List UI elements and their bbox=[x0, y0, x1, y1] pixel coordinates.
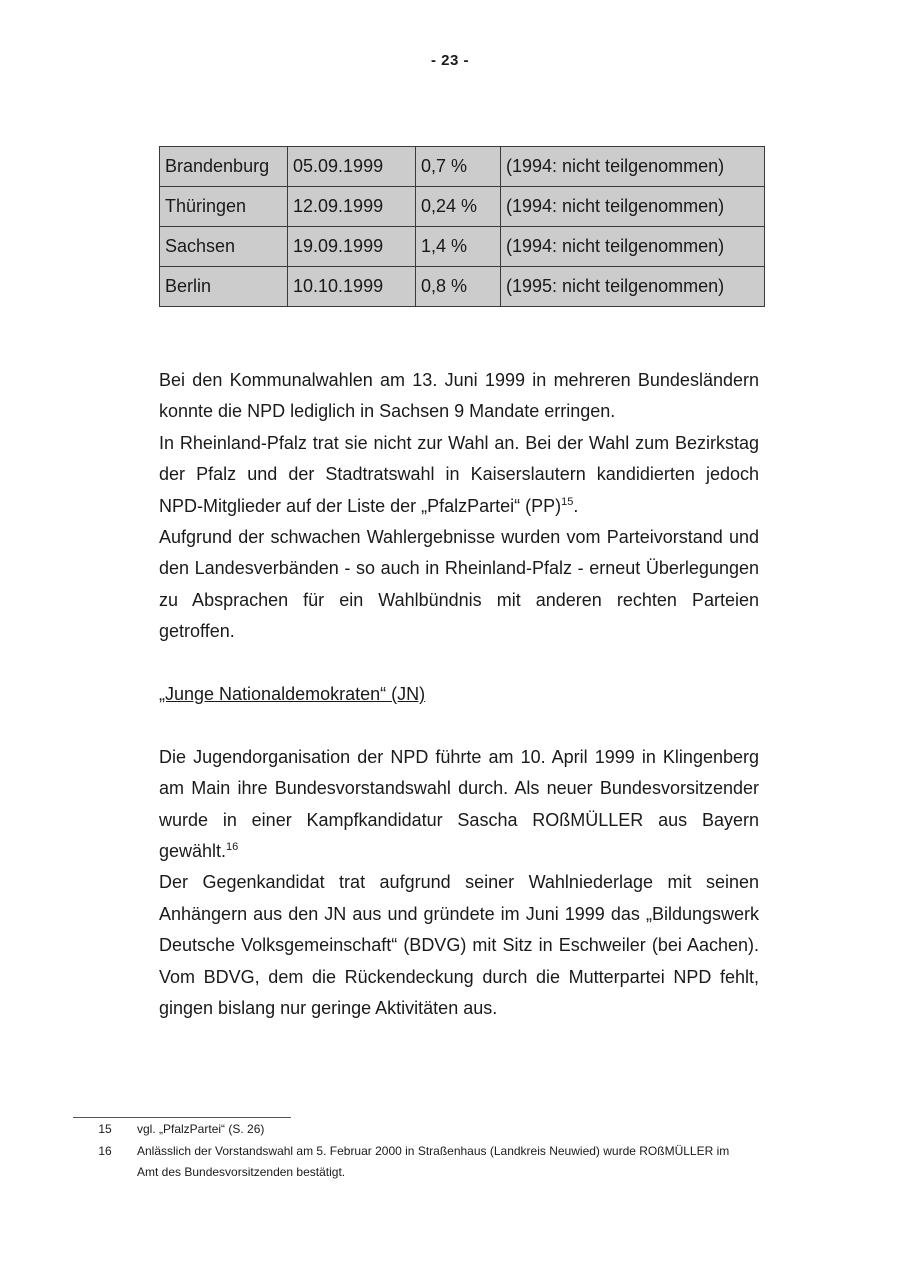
table-cell: 0,8 % bbox=[416, 267, 501, 307]
footnote-number: 15 bbox=[98, 1122, 112, 1136]
table-cell: 12.09.1999 bbox=[288, 187, 416, 227]
table-cell: 19.09.1999 bbox=[288, 227, 416, 267]
page-number: - 23 - bbox=[430, 52, 469, 69]
table-cell: (1995: nicht teilgenommen) bbox=[501, 267, 765, 307]
footnote-ref-16[interactable]: 16 bbox=[226, 841, 239, 854]
paragraph-wahlbuendnis: Aufgrund der schwachen Wahlergebnisse wurden vom Parteivorstand und den Landesverbänden - so auch in Rheinland-Pfalz - erneut Überlegungen zu Absprachen für ein Wahlbündnis mit anderen rechten Parteien getroffen. bbox=[159, 527, 759, 642]
footnote-number: 16 bbox=[98, 1143, 112, 1158]
table-cell: Brandenburg bbox=[160, 147, 288, 187]
table-cell: 10.10.1999 bbox=[288, 267, 416, 307]
footnote bbox=[73, 1119, 753, 1141]
paragraph-rheinland-pfalz bbox=[159, 428, 759, 522]
footnote-ref-15[interactable]: 15 bbox=[561, 495, 574, 508]
table-row bbox=[160, 267, 765, 307]
table-cell: (1994: nicht teilgenommen) bbox=[501, 147, 765, 187]
paragraph-kommunalwahlen: Bei den Kommunalwahlen am 13. Juni 1999 in mehreren Bundesländern konnte die NPD lediglich in Sachsen 9 Mandate erringen. bbox=[159, 370, 759, 422]
footnote-text: vgl. „PfalzPartei“ (S. 26) bbox=[137, 1122, 265, 1136]
table-cell: 0,7 % bbox=[416, 147, 501, 187]
table-row bbox=[160, 147, 765, 187]
table-row bbox=[160, 187, 765, 227]
paragraph-text: Die Jugendorganisation der NPD führte am 10. April 1999 in Klingenberg am Main ihre Bundesvorstandswahl durch. Als neuer Bundesvorsitzender wurde in einer Kampfkandidatur Sascha ROßMÜLLER aus Bayern gewählt. bbox=[159, 746, 759, 862]
paragraph-bdvg: Der Gegenkandidat trat aufgrund seiner Wahlniederlage mit seinen Anhängern aus den JN aus und gründete im Juni 1999 das „Bildungswerk Deutsche Volksgemeinschaft“ (BDVG) mit Sitz in Eschweiler (bei Aachen). Vom BDVG, dem die Rückendeckung durch die Mutterpartei NPD fehlt, gingen bislang nur geringe Aktivitäten aus. bbox=[159, 872, 759, 1019]
section-heading-jn: „Junge Nationaldemokraten“ (JN) bbox=[159, 684, 426, 705]
paragraph-text: In Rheinland-Pfalz trat sie nicht zur Wahl an. Bei der Wahl zum Bezirkstag der Pfalz und der Stadtratswahl in Kaiserslautern kandidierten jedoch NPD-Mitglieder auf der Liste der „PfalzPartei“ (PP) bbox=[159, 432, 759, 516]
table-cell: (1994: nicht teilgenommen) bbox=[501, 187, 765, 227]
table-row bbox=[160, 227, 765, 267]
table-cell: Sachsen bbox=[160, 227, 288, 267]
footnotes bbox=[73, 1119, 753, 1184]
table-cell: Berlin bbox=[160, 267, 288, 307]
table-cell: 05.09.1999 bbox=[288, 147, 416, 187]
table-cell: 0,24 % bbox=[416, 187, 501, 227]
table-cell: (1994: nicht teilgenommen) bbox=[501, 227, 765, 267]
paragraph-end: . bbox=[573, 495, 579, 516]
footnote-text: Anlässlich der Vorstandswahl am 5. Februar 2000 in Straßenhaus (Landkreis Neuwied) wurde ROßMÜLLER im Amt des Bundesvorsitzenden bestätigt. bbox=[137, 1143, 730, 1179]
footnote bbox=[73, 1141, 753, 1184]
paragraph-bundesvorstandswahl bbox=[159, 742, 759, 868]
body-text bbox=[159, 365, 759, 1025]
footnote-separator bbox=[73, 1117, 291, 1118]
table-cell: Thüringen bbox=[160, 187, 288, 227]
table-cell: 1,4 % bbox=[416, 227, 501, 267]
election-results-table bbox=[159, 146, 765, 307]
